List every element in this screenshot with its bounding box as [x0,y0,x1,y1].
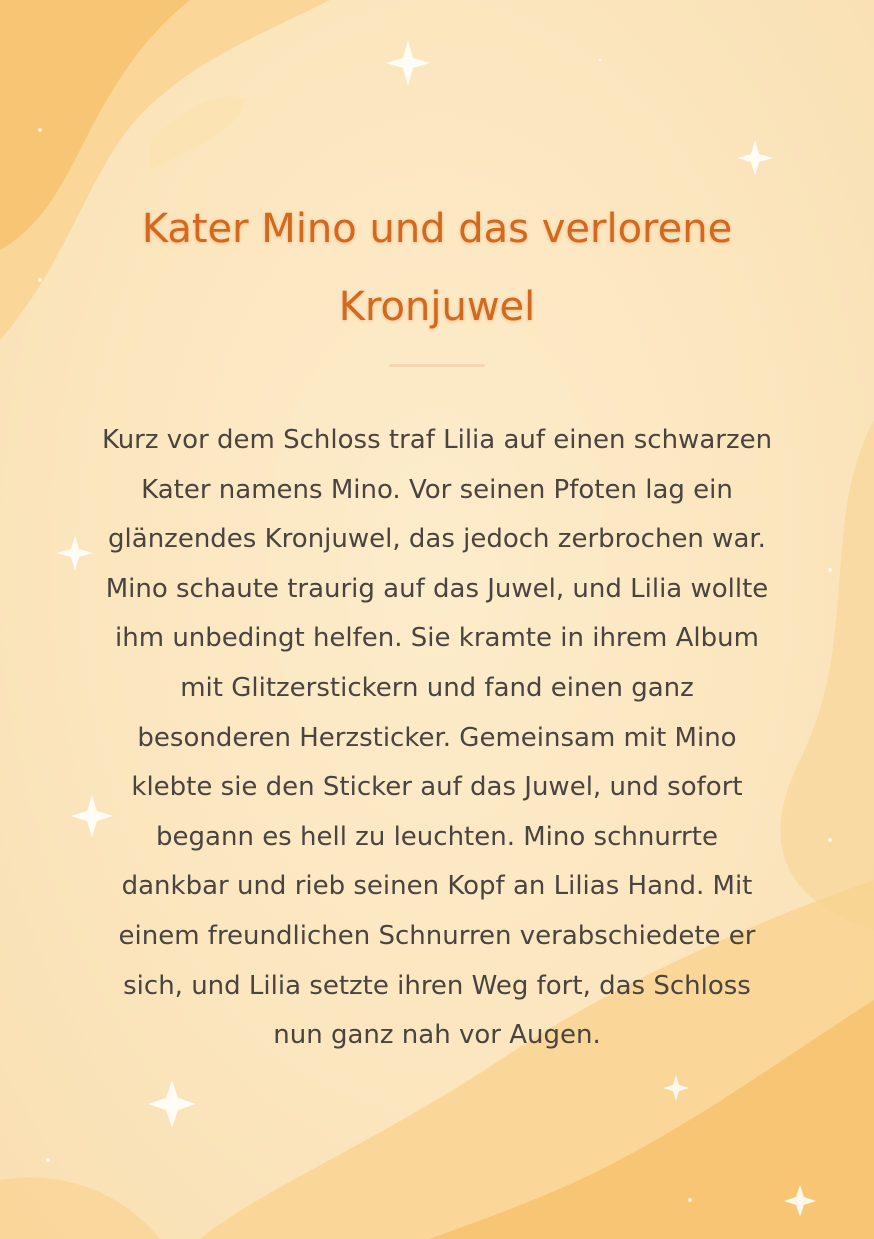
right-wave [780,420,874,930]
sparkle-icon [386,40,430,86]
top-left-wave-streak [150,96,245,170]
sparkle-icon [148,1080,196,1128]
sparkle-dot [38,128,42,132]
sparkle-dot [38,278,42,282]
title-divider [389,364,485,367]
bottom-left-wave [0,1177,160,1239]
sparkle-dot [828,568,832,572]
page-title: Kater Mino und das verlorene Kronjuwel [141,206,733,330]
sparkle-dot [599,59,602,62]
sparkle-dot [688,1198,692,1202]
sparkle-dot [828,838,832,842]
story-text: Kurz vor dem Schloss traf Lilia auf einen schwarzen Kater namens Mino. Vor seinen Pfoten lag ein glänzendes Kronjuwel, das jedoch zerbrochen war. Mino schaute traurig auf das Juwel, und Lilia wollte ihm unbedingt helfen. Sie kramte in ihrem Album mit Glitzerstickern und fand einen ganz besonderen Herzsticker. Gemeinsam mit Mino klebte sie den Sticker auf das Juwel, und sofort begann es hell zu leuchten. Mino schnurrte dankbar und rieb seinen Kopf an Lilias Hand. Mit einem freundlichen Schnurren verabschiedete er sich, und Lilia setzte ihren Weg fort, das Schloss nun ganz nah vor Augen. [101,425,773,1051]
sparkle-icon [737,140,773,176]
sparkle-dot [46,1158,50,1162]
sparkle-icon [57,535,93,571]
